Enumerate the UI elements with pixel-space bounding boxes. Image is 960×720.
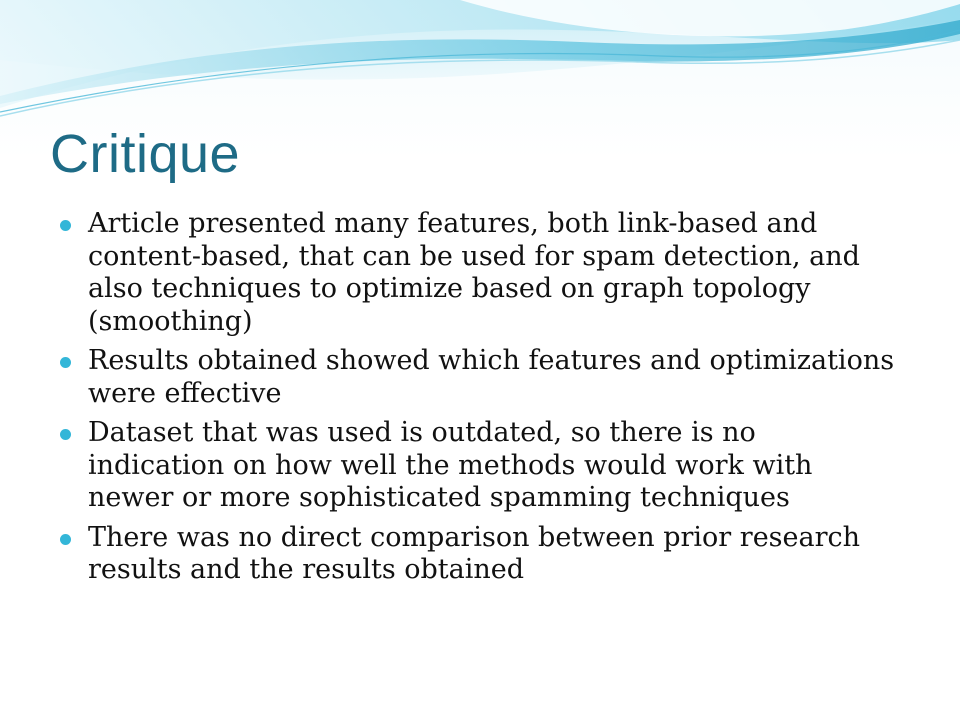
- bullet-text: Results obtained showed which features and optimizations were effective: [88, 345, 895, 409]
- bullet-list: [60, 208, 895, 594]
- bullet-dot-icon: [60, 429, 71, 440]
- header-wave-decoration: [0, 0, 960, 120]
- bullet-item: [60, 522, 895, 587]
- bullet-dot-icon: [60, 357, 71, 368]
- bullet-dot-icon: [60, 534, 71, 545]
- bullet-item: [60, 345, 895, 410]
- bullet-text: Dataset that was used is outdated, so there is no indication on how well the methods would work with newer or more sophisticated spamming techniques: [88, 417, 813, 513]
- bullet-item: [60, 208, 895, 338]
- bullet-item: [60, 417, 895, 515]
- slide-title: Critique: [50, 124, 241, 184]
- bullet-text: Article presented many features, both link-based and content-based, that can be used for spam detection, and also techniques to optimize based on graph topology (smoothing): [88, 208, 860, 337]
- bullet-dot-icon: [60, 220, 71, 231]
- bullet-text: There was no direct comparison between prior research results and the results obtained: [88, 521, 861, 585]
